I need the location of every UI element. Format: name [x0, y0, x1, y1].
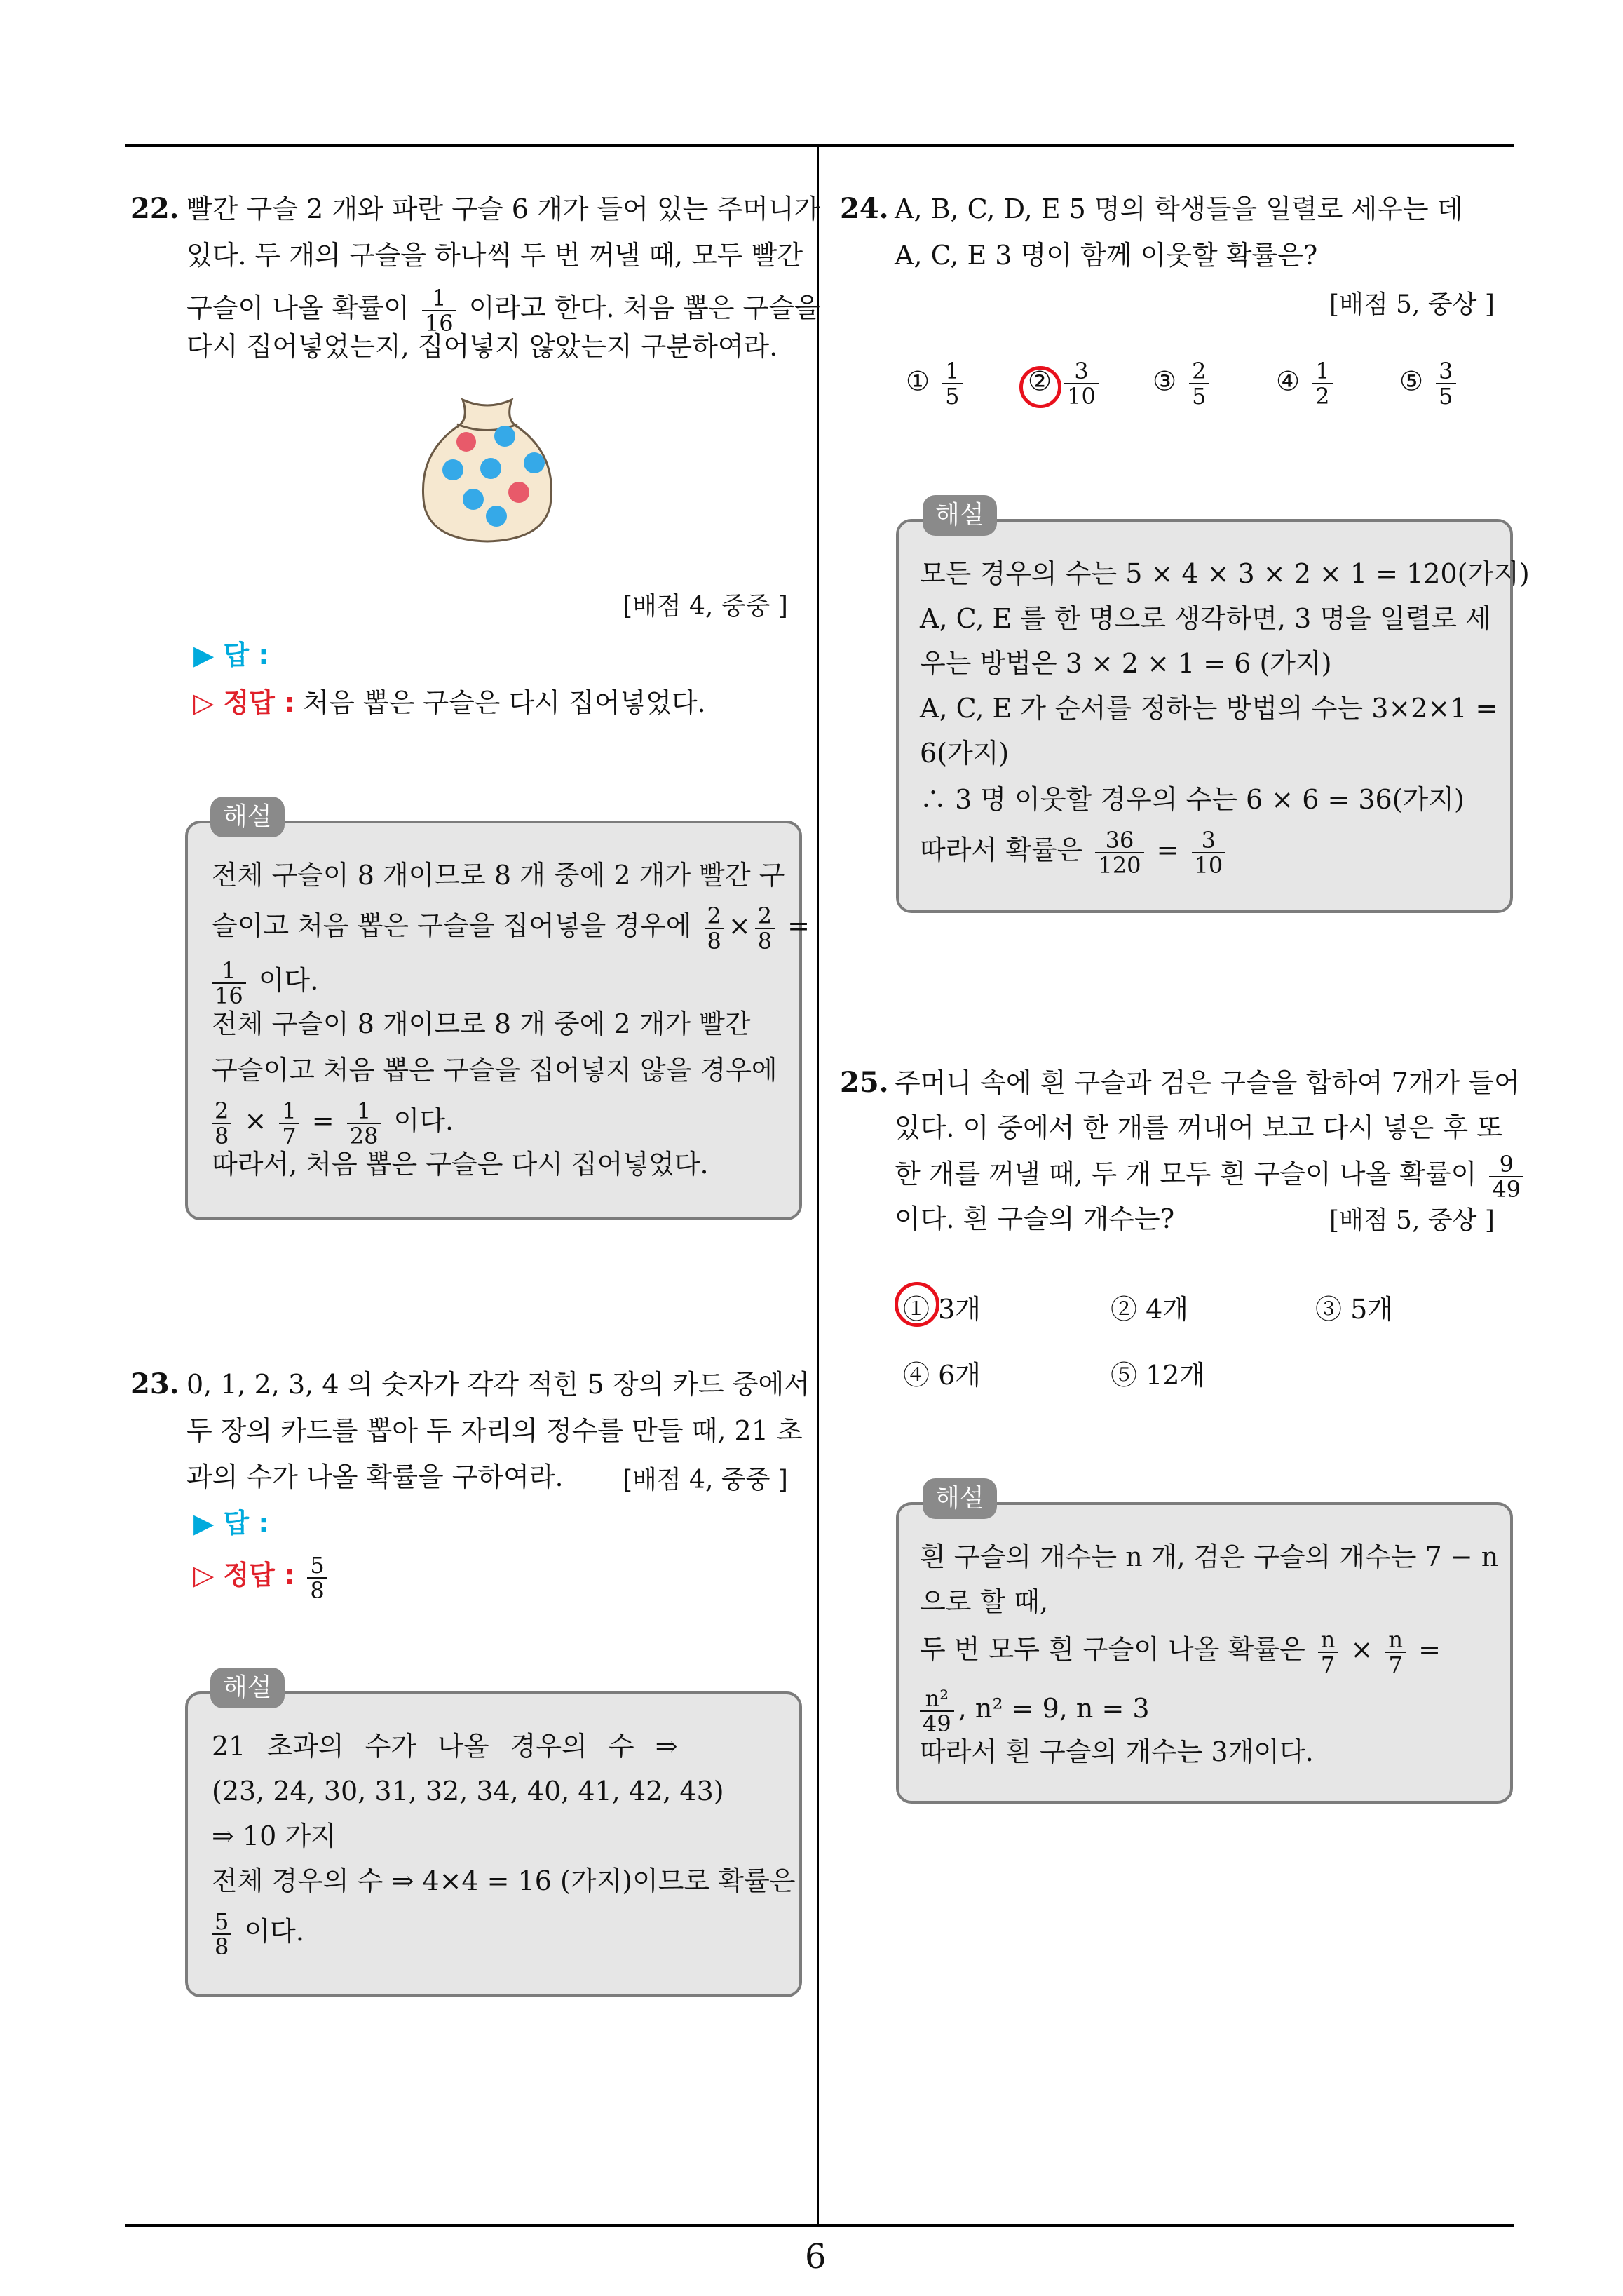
q22-sol-l6: $\frac{2}{8}$ × $\frac{1}{7}$ = $\frac{1}{28}$ 이다. — [212, 1093, 454, 1149]
q23-line2: 두 장의 카드를 뽑아 두 자리의 정수를 만들 때, 21 초 — [186, 1415, 803, 1446]
q25-answer-circle — [895, 1282, 939, 1327]
q22-fraction: $\frac{1}{16}$ — [422, 286, 456, 335]
q22-line1: 빨간 구슬 2 개와 파란 구슬 6 개가 들어 있는 주머니가 — [186, 194, 820, 224]
q23-sol-l3: ⇒ 10 가지 — [212, 1821, 337, 1851]
q24-solution-tag: 해설 — [923, 495, 997, 536]
q24-sol-l4: A, C, E 가 순서를 정하는 방법의 수는 3×2×1 = — [920, 693, 1498, 724]
q25-sol-l2: 으로 할 때, — [920, 1586, 1049, 1617]
q24-number: 24. — [840, 192, 889, 225]
q25-solution-tag: 해설 — [923, 1478, 997, 1519]
q22-correct: ▷ 정답 : 처음 뽑은 구슬은 다시 집어넣었다. — [193, 687, 706, 718]
q25-line2: 있다. 이 중에서 한 개를 꺼내어 보고 다시 넣은 후 또 — [895, 1112, 1503, 1143]
q25-option-3[interactable]: ③ 5개 — [1315, 1294, 1393, 1325]
q23-sol-l2: (23, 24, 30, 31, 32, 34, 40, 41, 42, 43) — [212, 1776, 724, 1807]
q24-answer-circle — [1019, 366, 1061, 408]
q22-line4: 다시 집어넣었는지, 집어넣지 않았는지 구분하여라. — [186, 331, 778, 362]
q24-option-3[interactable]: ③ $\frac{2}{5}$ — [1153, 359, 1214, 408]
bottom-rule — [125, 2224, 1514, 2227]
q22-sol-l2: 슬이고 처음 뽑은 구슬을 집어넣을 경우에 $\frac{2}{8}$ × $\frac{2}{8}$ = — [212, 902, 810, 954]
q22-line2: 있다. 두 개의 구슬을 하나씩 두 번 꺼낼 때, 모두 빨간 — [186, 240, 803, 271]
q24-sol-l7: 따라서 확률은 $\frac{36}{120}$ = $\frac{3}{10}$ — [920, 822, 1230, 878]
q22-number: 22. — [130, 192, 179, 225]
q23-score: [배점 4, 중중 ] — [623, 1466, 788, 1494]
q24-sol-l6: ∴ 3 명 이웃할 경우의 수는 6 × 6 = 36(가지) — [920, 784, 1465, 815]
q23-sol-l4: 전체 경우의 수 ⇒ 4×4 = 16 (가지)이므로 확률은 — [212, 1865, 796, 1896]
q23-line1: 0, 1, 2, 3, 4 의 숫자가 각각 적힌 5 장의 카드 중에서 — [186, 1369, 810, 1400]
q24-sol-l3: 우는 방법은 3 × 2 × 1 = 6 (가지) — [920, 648, 1332, 679]
q23-number: 23. — [130, 1368, 179, 1400]
q25-sol-l5: 따라서 흰 구슬의 개수는 3개이다. — [920, 1736, 1314, 1767]
q23-line3: 과의 수가 나올 확률을 구하여라. — [186, 1461, 564, 1492]
q23-answer-label: ▶ 답 : — [193, 1508, 269, 1539]
q22-sol-l3: $\frac{1}{16}$ 이다. — [212, 952, 318, 1008]
q25-number: 25. — [840, 1066, 889, 1099]
q22-sol-l7: 따라서, 처음 뽑은 구슬은 다시 집어넣었다. — [212, 1149, 709, 1180]
q25-sol-l4: $\frac{\text{n²}}{49}$ , n² = 9, n = 3 — [920, 1680, 1150, 1736]
q25-line3: 한 개를 꺼낼 때, 두 개 모두 흰 구슬이 나올 확률이 $\frac{9}{49}$ — [895, 1146, 1528, 1202]
q24-option-4[interactable]: ④ $\frac{1}{2}$ — [1276, 359, 1337, 408]
q22-answer-label: ▶ 답 : — [193, 640, 269, 670]
q25-line4: 이다. 흰 구슬의 개수는? — [895, 1203, 1175, 1234]
q23-sol-l1: 21 초과의 수가 나올 경우의 수 ⇒ — [212, 1731, 678, 1762]
q23-correct: ▷ 정답 : $\frac{5}{8}$ — [193, 1547, 332, 1603]
q25-option-5[interactable]: ⑤ 12개 — [1111, 1360, 1206, 1391]
q23-solution-tag: 해설 — [210, 1668, 285, 1708]
q25-line1: 주머니 속에 흰 구슬과 검은 구슬을 합하여 7개가 들어 — [895, 1067, 1520, 1098]
q25-sol-l1: 흰 구슬의 개수는 n 개, 검은 구슬의 개수는 7 − n — [920, 1541, 1499, 1572]
q25-option-1[interactable]: ① 3개 — [903, 1294, 981, 1325]
marble-bag-illustration — [414, 386, 561, 543]
q24-option-2[interactable]: ② $\frac{3}{10}$ — [1028, 359, 1103, 408]
q22-solution-tag: 해설 — [210, 797, 285, 837]
q25-option-4[interactable]: ④ 6개 — [903, 1360, 981, 1391]
q24-option-5[interactable]: ⑤ $\frac{3}{5}$ — [1399, 359, 1460, 408]
q22-sol-l5: 구슬이고 처음 뽑은 구슬을 집어넣지 않을 경우에 — [212, 1055, 777, 1086]
q23-sol-l5: $\frac{5}{8}$ 이다. — [212, 1903, 304, 1959]
column-divider — [817, 144, 819, 2226]
q22-sol-l4: 전체 구슬이 8 개이므로 8 개 중에 2 개가 빨간 — [212, 1008, 751, 1039]
top-rule — [125, 144, 1514, 147]
q24-sol-l5: 6(가지) — [920, 738, 1010, 769]
q25-score: [배점 5, 중상 ] — [1329, 1206, 1495, 1235]
q22-line3: 구슬이 나올 확률이 $\frac{1}{16}$ 이라고 한다. 처음 뽑은 구슬을 — [186, 284, 820, 337]
q24-score: [배점 5, 중상 ] — [1329, 290, 1495, 319]
q24-line2: A, C, E 3 명이 함께 이웃할 확률은? — [895, 240, 1318, 271]
q24-sol-l2: A, C, E 를 한 명으로 생각하면, 3 명을 일렬로 세 — [920, 603, 1491, 634]
q24-option-1[interactable]: ① $\frac{1}{5}$ — [906, 359, 967, 408]
q22-sol-l1: 전체 구슬이 8 개이므로 8 개 중에 2 개가 빨간 구 — [212, 860, 785, 891]
q25-option-2[interactable]: ② 4개 — [1111, 1294, 1188, 1325]
q24-sol-l1: 모든 경우의 수는 5 × 4 × 3 × 2 × 1 = 120(가지) — [920, 558, 1530, 589]
q22-score: [배점 4, 중중 ] — [623, 592, 788, 621]
page-number: 6 — [805, 2237, 827, 2276]
q25-sol-l3: 두 번 모두 흰 구슬이 나올 확률은 $\frac{n}{7}$ × $\frac{n}{7}$ = — [920, 1626, 1441, 1678]
q24-line1: A, B, C, D, E 5 명의 학생들을 일렬로 세우는 데 — [895, 194, 1463, 224]
